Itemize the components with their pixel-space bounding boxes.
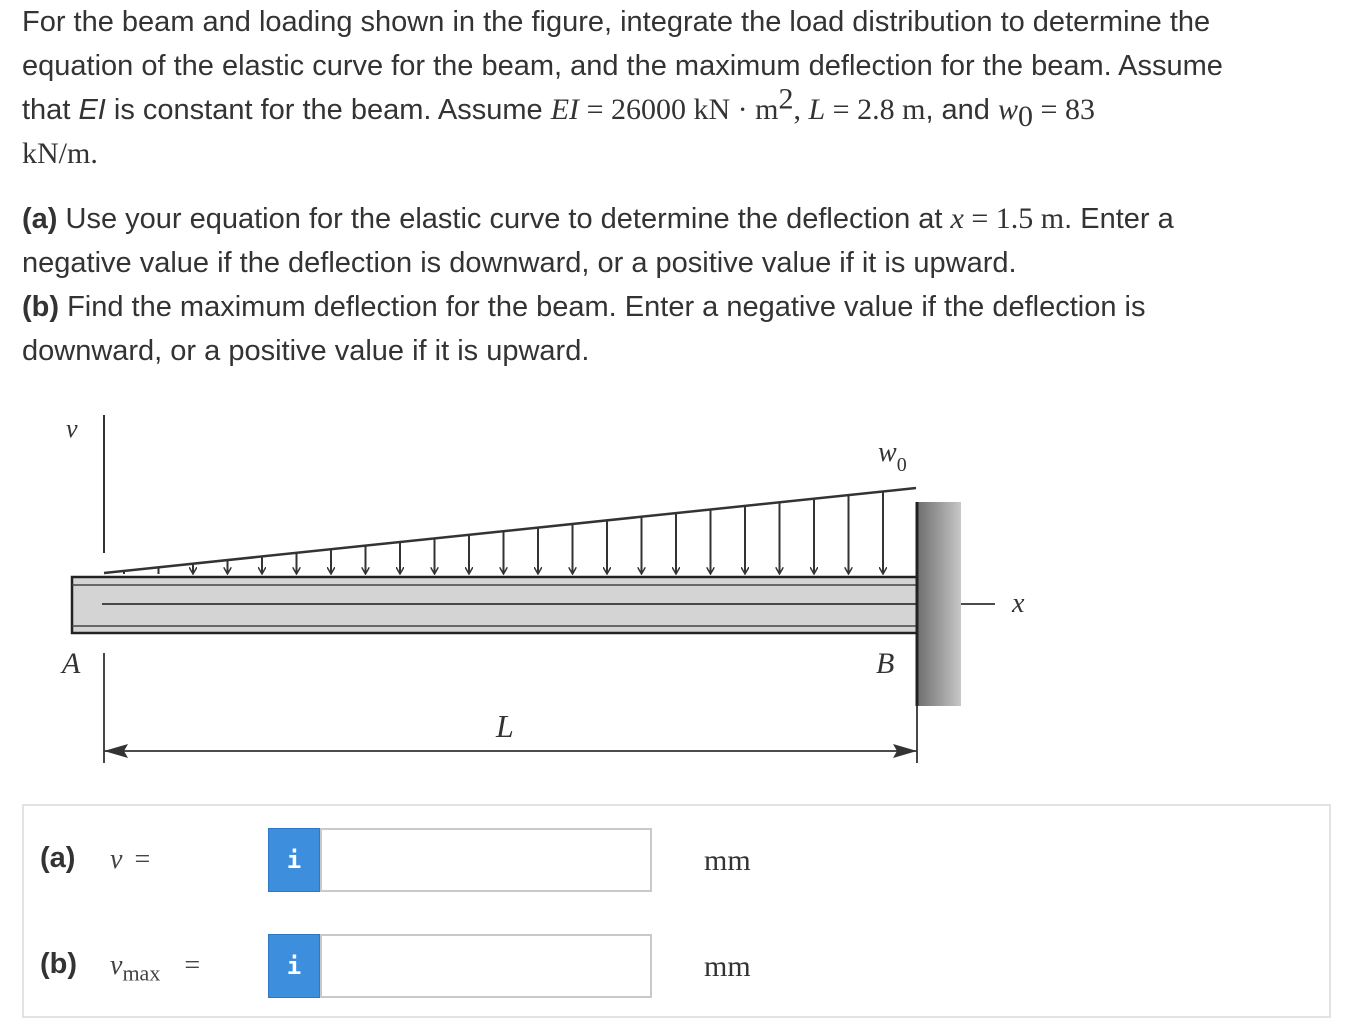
ei-symbol: EI (550, 93, 580, 126)
text: Use your equation for the elastic curve to determine the deflection at (57, 203, 951, 235)
part-a-label: (a) (22, 203, 58, 235)
problem-statement (22, 0, 1342, 176)
answer-b-unit: mm (704, 950, 751, 983)
answer-a-unit: mm (704, 844, 751, 877)
v-axis-label: v (66, 414, 78, 443)
w-subscript: 0 (1018, 99, 1034, 133)
text: Find the maximum deflection for the beam. Enter a negative value if the deflection is (59, 291, 1146, 323)
answer-panel (22, 804, 1331, 1018)
w-symbol: w (998, 93, 1019, 126)
answer-a-input[interactable] (320, 828, 652, 892)
load-label: $w_0$ (878, 437, 907, 476)
answer-b-variable (110, 950, 201, 986)
problem-line-1: For the beam and loading shown in the figure, integrate the load distribution to determine the (22, 6, 1211, 38)
point-a-label: A (62, 647, 81, 680)
comma: , (793, 93, 809, 126)
load-line (104, 488, 916, 573)
answer-b-input[interactable] (320, 934, 652, 998)
equals: = (825, 93, 858, 126)
ei-text: EI (78, 94, 106, 126)
part-b-line-1 (22, 285, 1342, 329)
equals: = (963, 202, 996, 235)
l-value: 2.8 m (857, 93, 926, 126)
answer-row-a (24, 828, 1329, 892)
question-parts (22, 197, 1342, 373)
l-symbol: L (808, 93, 826, 126)
span-label: L (496, 708, 514, 744)
equals: = (184, 950, 201, 981)
answer-a-label: (a) (40, 842, 76, 874)
equals: = (579, 93, 611, 126)
w-value: 83 (1064, 93, 1095, 126)
x-value: 1.5 m (995, 202, 1065, 235)
part-a-line-2: negative value if the deflection is downward, or a positive value if it is upward. (22, 247, 1017, 279)
text: , and (925, 94, 998, 126)
part-b-line-2: downward, or a positive value if it is upward. (22, 335, 590, 367)
answer-a-variable (110, 844, 150, 876)
text: is constant for the beam. Assume (105, 94, 551, 126)
problem-line-4: kN/m. (22, 137, 98, 170)
part-b-label: (b) (22, 291, 60, 323)
x-symbol: x (950, 202, 964, 235)
beam-figure (40, 405, 1025, 775)
equals: = (134, 844, 151, 875)
part-a-line-1 (22, 197, 1342, 241)
fixed-wall (917, 502, 961, 706)
equals: = (1033, 93, 1065, 126)
variable-v: v (110, 844, 123, 875)
max-subscript: max (122, 960, 161, 986)
problem-line-3 (22, 82, 1342, 133)
text: that (22, 94, 79, 126)
text: . Enter a (1064, 203, 1174, 235)
variable-v: v (110, 950, 123, 981)
answer-row-b (24, 934, 1329, 998)
point-b-label: B (876, 647, 895, 680)
info-icon-button[interactable]: i (268, 934, 320, 998)
problem-line-2: equation of the elastic curve for the beam, and the maximum deflection for the beam. Assume (22, 50, 1223, 82)
ei-value: 26000 kN · m (610, 93, 779, 126)
squared: 2 (778, 82, 794, 116)
x-axis-label: x (1012, 588, 1025, 619)
info-icon-button[interactable]: i (268, 828, 320, 892)
answer-b-label: (b) (40, 948, 78, 980)
